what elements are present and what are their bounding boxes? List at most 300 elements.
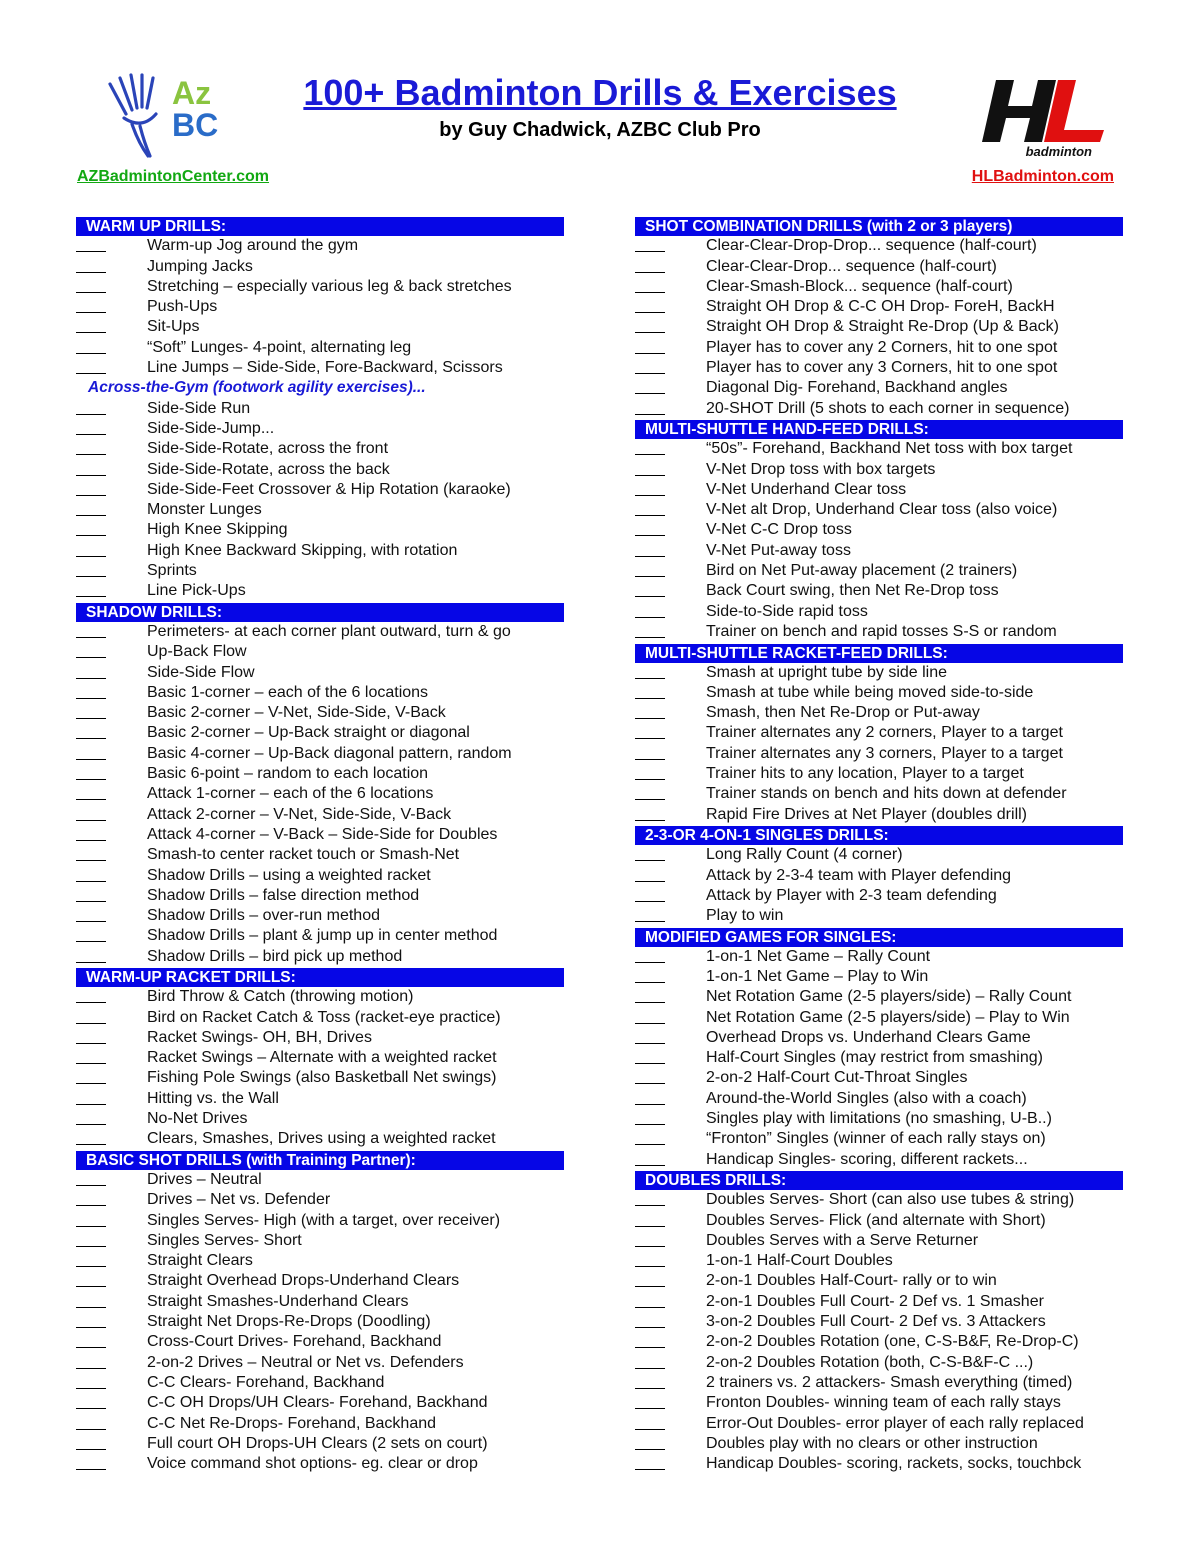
checkbox-blank[interactable] bbox=[635, 272, 665, 273]
drill-label: Stretching – especially various leg & back stretches bbox=[147, 277, 512, 295]
drill-item bbox=[76, 886, 564, 906]
drill-item bbox=[76, 1434, 564, 1454]
checkbox-blank[interactable] bbox=[76, 1205, 106, 1206]
checkbox-blank[interactable] bbox=[635, 881, 665, 882]
checkbox-blank[interactable] bbox=[76, 576, 106, 577]
checkbox-blank[interactable] bbox=[635, 251, 665, 252]
section-header: WARM-UP RACKET DRILLS: bbox=[76, 968, 564, 987]
drill-label: Side-Side-Feet Crossover & Hip Rotation (karaoke) bbox=[147, 480, 511, 498]
drill-label: Sprints bbox=[147, 562, 197, 580]
checkbox-blank[interactable] bbox=[635, 962, 665, 963]
drill-item bbox=[76, 1393, 564, 1413]
checkbox-blank[interactable] bbox=[76, 1104, 106, 1105]
drill-item bbox=[635, 1393, 1123, 1413]
checkbox-blank[interactable] bbox=[635, 1226, 665, 1227]
drill-item bbox=[76, 1251, 564, 1271]
checkbox-blank[interactable] bbox=[635, 1408, 665, 1409]
drill-item bbox=[76, 1190, 564, 1210]
checkbox-blank[interactable] bbox=[635, 1023, 665, 1024]
drill-label: High Knee Backward Skipping, with rotation bbox=[147, 541, 458, 559]
checkbox-blank[interactable] bbox=[635, 312, 665, 313]
checkbox-blank[interactable] bbox=[635, 596, 665, 597]
drill-item bbox=[635, 1312, 1123, 1332]
drill-label: Doubles play with no clears or other instruction bbox=[706, 1434, 1038, 1452]
checkbox-blank[interactable] bbox=[76, 921, 106, 922]
drill-label: Player has to cover any 2 Corners, hit to one spot bbox=[706, 338, 1058, 356]
drill-label: Side-Side Run bbox=[147, 399, 251, 417]
drill-item bbox=[635, 764, 1123, 784]
drill-label: V-Net alt Drop, Underhand Clear toss (also voice) bbox=[706, 501, 1058, 519]
drill-label: High Knee Skipping bbox=[147, 521, 288, 539]
drill-item bbox=[76, 1292, 564, 1312]
drill-label: Jumping Jacks bbox=[147, 257, 253, 275]
drill-item bbox=[76, 622, 564, 642]
checkbox-blank[interactable] bbox=[635, 820, 665, 821]
drill-item bbox=[635, 561, 1123, 581]
drill-label: 3-on-2 Doubles Full Court- 2 Def vs. 3 Attackers bbox=[706, 1313, 1046, 1331]
checkbox-blank[interactable] bbox=[635, 1327, 665, 1328]
drill-item bbox=[76, 1414, 564, 1434]
checkbox-blank[interactable] bbox=[76, 1002, 106, 1003]
checkbox-blank[interactable] bbox=[76, 1023, 106, 1024]
drill-label: Shadow Drills – false direction method bbox=[147, 886, 420, 904]
checkbox-blank[interactable] bbox=[635, 982, 665, 983]
checkbox-blank[interactable] bbox=[635, 637, 665, 638]
drill-label: Clears, Smashes, Drives using a weighted racket bbox=[147, 1130, 496, 1148]
drill-item bbox=[76, 520, 564, 540]
drill-label: Singles play with limitations (no smashing, U-B..) bbox=[706, 1110, 1052, 1128]
drill-label: Trainer stands on bench and hits down at defender bbox=[706, 785, 1067, 803]
checkbox-blank[interactable] bbox=[635, 1144, 665, 1145]
checkbox-blank[interactable] bbox=[635, 353, 665, 354]
drill-label: 2-on-2 Half-Court Cut-Throat Singles bbox=[706, 1069, 968, 1087]
checkbox-blank[interactable] bbox=[635, 393, 665, 394]
checkbox-blank[interactable] bbox=[635, 535, 665, 536]
section-header: MULTI-SHUTTLE HAND-FEED DRILLS: bbox=[635, 420, 1123, 439]
checkbox-blank[interactable] bbox=[635, 860, 665, 861]
drill-label: Shadow Drills – bird pick up method bbox=[147, 947, 403, 965]
checkbox-blank[interactable] bbox=[635, 718, 665, 719]
drill-item bbox=[635, 1373, 1123, 1393]
drill-item bbox=[635, 480, 1123, 500]
checkbox-blank[interactable] bbox=[635, 1347, 665, 1348]
checkbox-blank[interactable] bbox=[76, 272, 106, 273]
drill-label: Attack 1-corner – each of the 6 locations bbox=[147, 785, 434, 803]
drill-item bbox=[635, 723, 1123, 743]
drill-label: Bird on Net Put-away placement (2 trainers) bbox=[706, 562, 1018, 580]
drill-item bbox=[635, 317, 1123, 337]
drill-label: No-Net Drives bbox=[147, 1110, 248, 1128]
drill-item bbox=[76, 1109, 564, 1129]
drill-label: Monster Lunges bbox=[147, 501, 262, 519]
drill-label: Doubles Serves with a Serve Returner bbox=[706, 1231, 979, 1249]
checkbox-blank[interactable] bbox=[76, 1246, 106, 1247]
checkbox-blank[interactable] bbox=[635, 556, 665, 557]
drill-label: Diagonal Dig- Forehand, Backhand angles bbox=[706, 379, 1008, 397]
drill-item bbox=[76, 1048, 564, 1068]
drill-label: Play to win bbox=[706, 907, 784, 925]
checkbox-blank[interactable] bbox=[635, 1043, 665, 1044]
svg-text:BC: BC bbox=[172, 107, 219, 143]
drill-label: Back Court swing, then Net Re-Drop toss bbox=[706, 582, 999, 600]
drill-item bbox=[635, 257, 1123, 277]
checkbox-blank[interactable] bbox=[76, 292, 106, 293]
drill-item bbox=[635, 500, 1123, 520]
drill-label: Shadow Drills – over-run method bbox=[147, 907, 380, 925]
drill-label: Clear-Smash-Block... sequence (half-court) bbox=[706, 277, 1013, 295]
drill-item bbox=[76, 683, 564, 703]
checkbox-blank[interactable] bbox=[76, 1449, 106, 1450]
checkbox-blank[interactable] bbox=[76, 1124, 106, 1125]
checkbox-blank[interactable] bbox=[635, 1205, 665, 1206]
drill-item bbox=[76, 561, 564, 581]
checkbox-blank[interactable] bbox=[635, 1104, 665, 1105]
drill-item bbox=[635, 947, 1123, 967]
checkbox-blank[interactable] bbox=[635, 779, 665, 780]
drill-label: Fishing Pole Swings (also Basketball Net swings) bbox=[147, 1069, 497, 1087]
drill-label: Long Rally Count (4 corner) bbox=[706, 846, 903, 864]
drill-label: 2-on-2 Drives – Neutral or Net vs. Defenders bbox=[147, 1353, 464, 1371]
drill-item bbox=[76, 1271, 564, 1291]
checkbox-blank[interactable] bbox=[635, 1083, 665, 1084]
checkbox-blank[interactable] bbox=[635, 515, 665, 516]
drill-item bbox=[76, 1068, 564, 1088]
checkbox-blank[interactable] bbox=[76, 1429, 106, 1430]
checkbox-blank[interactable] bbox=[76, 799, 106, 800]
checkbox-blank[interactable] bbox=[635, 1307, 665, 1308]
drill-label: Sit-Ups bbox=[147, 318, 200, 336]
checkbox-blank[interactable] bbox=[76, 1185, 106, 1186]
drill-label: Drives – Net vs. Defender bbox=[147, 1191, 331, 1209]
drill-label: Side-Side-Jump... bbox=[147, 419, 275, 437]
drill-label: V-Net Drop toss with box targets bbox=[706, 460, 936, 478]
drill-label: Side-Side-Rotate, across the front bbox=[147, 440, 389, 458]
drill-item bbox=[76, 338, 564, 358]
drill-label: Push-Ups bbox=[147, 298, 218, 316]
drill-label: Around-the-World Singles (also with a coach) bbox=[706, 1089, 1027, 1107]
drill-label: Clear-Clear-Drop... sequence (half-court) bbox=[706, 257, 997, 275]
drill-item bbox=[76, 926, 564, 946]
drill-label: 1-on-1 Half-Court Doubles bbox=[706, 1252, 893, 1270]
checkbox-blank[interactable] bbox=[635, 738, 665, 739]
checkbox-blank[interactable] bbox=[76, 535, 106, 536]
checkbox-blank[interactable] bbox=[76, 1144, 106, 1145]
checkbox-blank[interactable] bbox=[635, 1246, 665, 1247]
drill-item bbox=[76, 805, 564, 825]
checkbox-blank[interactable] bbox=[76, 657, 106, 658]
drill-item bbox=[76, 257, 564, 277]
drill-item bbox=[635, 1434, 1123, 1454]
checkbox-blank[interactable] bbox=[76, 901, 106, 902]
checkbox-blank[interactable] bbox=[76, 373, 106, 374]
drill-item bbox=[635, 1109, 1123, 1129]
checkbox-blank[interactable] bbox=[76, 738, 106, 739]
drill-label: Straight Smashes-Underhand Clears bbox=[147, 1292, 409, 1310]
checkbox-blank[interactable] bbox=[76, 353, 106, 354]
drill-label: Attack by Player with 2-3 team defending bbox=[706, 886, 997, 904]
drill-item bbox=[635, 1292, 1123, 1312]
checkbox-blank[interactable] bbox=[635, 1469, 665, 1470]
drill-label: Attack by 2-3-4 team with Player defending bbox=[706, 866, 1012, 884]
drill-item bbox=[635, 987, 1123, 1007]
drill-label: Doubles Serves- Flick (and alternate with Short) bbox=[706, 1211, 1046, 1229]
checkbox-blank[interactable] bbox=[635, 576, 665, 577]
drill-label: C-C Clears- Forehand, Backhand bbox=[147, 1373, 385, 1391]
checkbox-blank[interactable] bbox=[76, 1286, 106, 1287]
drill-item bbox=[635, 805, 1123, 825]
drill-item bbox=[635, 906, 1123, 926]
drill-item bbox=[76, 987, 564, 1007]
drill-label: 2-on-2 Doubles Rotation (one, C-S-B&F, Re-Drop-C) bbox=[706, 1333, 1079, 1351]
checkbox-blank[interactable] bbox=[76, 1063, 106, 1064]
drill-item bbox=[635, 1251, 1123, 1271]
drill-label: Cross-Court Drives- Forehand, Backhand bbox=[147, 1333, 442, 1351]
drill-item bbox=[76, 866, 564, 886]
checkbox-blank[interactable] bbox=[635, 617, 665, 618]
drill-item bbox=[76, 581, 564, 601]
drill-item bbox=[635, 663, 1123, 683]
drill-item bbox=[635, 1089, 1123, 1109]
drill-label: Basic 6-point – random to each location bbox=[147, 765, 429, 783]
checkbox-blank[interactable] bbox=[76, 1307, 106, 1308]
drill-label: Error-Out Doubles- error player of each rally replaced bbox=[706, 1414, 1084, 1432]
checkbox-blank[interactable] bbox=[635, 1266, 665, 1267]
drill-label: 2-on-1 Doubles Half-Court- rally or to win bbox=[706, 1272, 997, 1290]
checkbox-blank[interactable] bbox=[635, 759, 665, 760]
drill-item bbox=[635, 520, 1123, 540]
drill-item bbox=[635, 1068, 1123, 1088]
drill-item bbox=[76, 1312, 564, 1332]
drill-label: Basic 2-corner – Up-Back straight or diagonal bbox=[147, 724, 470, 742]
checkbox-blank[interactable] bbox=[635, 1429, 665, 1430]
checkbox-blank[interactable] bbox=[76, 1226, 106, 1227]
checkbox-blank[interactable] bbox=[76, 718, 106, 719]
drill-item bbox=[635, 845, 1123, 865]
hlbadminton-link[interactable]: HLBadminton.com bbox=[971, 168, 1114, 185]
drill-item bbox=[76, 1211, 564, 1231]
drill-label: Rapid Fire Drives at Net Player (doubles drill) bbox=[706, 805, 1027, 823]
checkbox-blank[interactable] bbox=[76, 820, 106, 821]
hl-badminton-logo bbox=[980, 76, 1106, 160]
checkbox-blank[interactable] bbox=[635, 1286, 665, 1287]
checkbox-blank[interactable] bbox=[76, 1347, 106, 1348]
checkbox-blank[interactable] bbox=[635, 454, 665, 455]
checkbox-blank[interactable] bbox=[76, 779, 106, 780]
drill-item bbox=[635, 1190, 1123, 1210]
drill-item bbox=[635, 1048, 1123, 1068]
drill-item bbox=[76, 1129, 564, 1149]
checkbox-blank[interactable] bbox=[635, 1002, 665, 1003]
drill-item bbox=[635, 1231, 1123, 1251]
checkbox-blank[interactable] bbox=[76, 840, 106, 841]
drill-item bbox=[635, 1271, 1123, 1291]
checkbox-blank[interactable] bbox=[635, 1063, 665, 1064]
section-header: MULTI-SHUTTLE RACKET-FEED DRILLS: bbox=[635, 644, 1123, 663]
drill-label: Straight OH Drop & Straight Re-Drop (Up & Back) bbox=[706, 318, 1060, 336]
drill-item bbox=[76, 784, 564, 804]
drill-label: Attack 4-corner – V-Back – Side-Side for Doubles bbox=[147, 825, 498, 843]
left-column bbox=[76, 216, 564, 1474]
checkbox-blank[interactable] bbox=[635, 373, 665, 374]
drill-label: Full court OH Drops-UH Clears (2 sets on court) bbox=[147, 1434, 488, 1452]
section-header: SHOT COMBINATION DRILLS (with 2 or 3 players) bbox=[635, 217, 1123, 236]
drill-label: Bird on Racket Catch & Toss (racket-eye practice) bbox=[147, 1008, 501, 1026]
drill-label: Bird Throw & Catch (throwing motion) bbox=[147, 988, 414, 1006]
checkbox-blank[interactable] bbox=[76, 1469, 106, 1470]
section-header: 2-3-OR 4-ON-1 SINGLES DRILLS: bbox=[635, 826, 1123, 845]
drill-item bbox=[76, 317, 564, 337]
drill-label: Smash, then Net Re-Drop or Put-away bbox=[706, 704, 980, 722]
drill-item bbox=[76, 1231, 564, 1251]
drill-item bbox=[635, 602, 1123, 622]
checkbox-blank[interactable] bbox=[635, 495, 665, 496]
drill-label: Drives – Neutral bbox=[147, 1170, 262, 1188]
drill-item bbox=[76, 1332, 564, 1352]
drill-item bbox=[635, 358, 1123, 378]
drill-label: Racket Swings – Alternate with a weighted racket bbox=[147, 1049, 497, 1067]
checkbox-blank[interactable] bbox=[635, 1388, 665, 1389]
drill-item bbox=[635, 1211, 1123, 1231]
drill-label: Shadow Drills – plant & jump up in center method bbox=[147, 927, 498, 945]
section-header: WARM UP DRILLS: bbox=[76, 217, 564, 236]
drill-label: Net Rotation Game (2-5 players/side) – Play to Win bbox=[706, 1008, 1070, 1026]
drill-item bbox=[76, 947, 564, 967]
checkbox-blank[interactable] bbox=[76, 1368, 106, 1369]
checkbox-blank[interactable] bbox=[76, 860, 106, 861]
drill-item bbox=[635, 399, 1123, 419]
drill-label: Handicap Singles- scoring, different rackets... bbox=[706, 1150, 1028, 1168]
drill-label: V-Net Put-away toss bbox=[706, 541, 851, 559]
drill-item bbox=[76, 399, 564, 419]
checkbox-blank[interactable] bbox=[635, 799, 665, 800]
drill-label: Half-Court Singles (may restrict from smashing) bbox=[706, 1049, 1043, 1067]
checkbox-blank[interactable] bbox=[635, 1368, 665, 1369]
checkbox-blank[interactable] bbox=[76, 1043, 106, 1044]
section-header: MODIFIED GAMES FOR SINGLES: bbox=[635, 928, 1123, 947]
drill-item bbox=[76, 764, 564, 784]
drill-label: 2 trainers vs. 2 attackers- Smash everything (timed) bbox=[706, 1373, 1073, 1391]
checkbox-blank[interactable] bbox=[76, 1388, 106, 1389]
checkbox-blank[interactable] bbox=[635, 414, 665, 415]
drill-item bbox=[635, 338, 1123, 358]
drill-label: Trainer on bench and rapid tosses S-S or random bbox=[706, 622, 1057, 640]
checkbox-blank[interactable] bbox=[635, 921, 665, 922]
drill-label: Handicap Doubles- scoring, rackets, socks, touchbck bbox=[706, 1455, 1082, 1473]
drill-label: Straight Net Drops-Re-Drops (Doodling) bbox=[147, 1313, 431, 1331]
section-subheading: Across-the-Gym (footwork agility exercises)... bbox=[88, 379, 426, 397]
drill-item bbox=[76, 744, 564, 764]
drill-label: Perimeters- at each corner plant outward, turn & go bbox=[147, 622, 511, 640]
checkbox-blank[interactable] bbox=[76, 556, 106, 557]
drill-label: Side-to-Side rapid toss bbox=[706, 602, 868, 620]
checkbox-blank[interactable] bbox=[76, 881, 106, 882]
checkbox-blank[interactable] bbox=[635, 901, 665, 902]
drill-item bbox=[635, 1129, 1123, 1149]
azbadminton-link[interactable]: AZBadmintonCenter.com bbox=[77, 168, 270, 185]
checkbox-blank[interactable] bbox=[635, 698, 665, 699]
checkbox-blank[interactable] bbox=[76, 637, 106, 638]
drill-item bbox=[76, 663, 564, 683]
drill-item bbox=[635, 297, 1123, 317]
drill-item bbox=[635, 744, 1123, 764]
drill-item bbox=[76, 1170, 564, 1190]
drill-item bbox=[635, 1353, 1123, 1373]
drill-item bbox=[635, 784, 1123, 804]
checkbox-blank[interactable] bbox=[76, 1266, 106, 1267]
drill-item bbox=[635, 866, 1123, 886]
drill-label: 2-on-1 Doubles Full Court- 2 Def vs. 1 Smasher bbox=[706, 1292, 1044, 1310]
checkbox-blank[interactable] bbox=[76, 962, 106, 963]
drill-label: V-Net Underhand Clear toss bbox=[706, 480, 907, 498]
checkbox-blank[interactable] bbox=[76, 495, 106, 496]
drill-label: Trainer hits to any location, Player to a target bbox=[706, 765, 1024, 783]
drill-label: Clear-Clear-Drop-Drop... sequence (half-court) bbox=[706, 237, 1037, 255]
drill-label: 2-on-2 Doubles Rotation (both, C-S-B&F-C ...) bbox=[706, 1353, 1034, 1371]
checkbox-blank[interactable] bbox=[76, 596, 106, 597]
drill-label: Side-Side Flow bbox=[147, 663, 255, 681]
drill-item bbox=[635, 541, 1123, 561]
drill-item bbox=[635, 378, 1123, 398]
checkbox-blank[interactable] bbox=[76, 475, 106, 476]
right-column bbox=[635, 216, 1123, 1474]
drill-item bbox=[635, 460, 1123, 480]
drill-item bbox=[635, 967, 1123, 987]
drill-label: C-C Net Re-Drops- Forehand, Backhand bbox=[147, 1414, 437, 1432]
checkbox-blank[interactable] bbox=[76, 1408, 106, 1409]
checkbox-blank[interactable] bbox=[635, 1449, 665, 1450]
drill-label: Trainer alternates any 2 corners, Player to a target bbox=[706, 724, 1063, 742]
checkbox-blank[interactable] bbox=[76, 332, 106, 333]
drill-item bbox=[76, 439, 564, 459]
checkbox-blank[interactable] bbox=[76, 1083, 106, 1084]
drill-item bbox=[635, 1028, 1123, 1048]
checkbox-blank[interactable] bbox=[76, 454, 106, 455]
drill-label: Attack 2-corner – V-Net, Side-Side, V-Back bbox=[147, 805, 452, 823]
drill-item bbox=[76, 460, 564, 480]
drill-item bbox=[635, 1414, 1123, 1434]
drill-label: Net Rotation Game (2-5 players/side) – Rally Count bbox=[706, 988, 1072, 1006]
checkbox-blank[interactable] bbox=[635, 475, 665, 476]
checkbox-blank[interactable] bbox=[76, 678, 106, 679]
drill-label: Racket Swings- OH, BH, Drives bbox=[147, 1028, 372, 1046]
drill-item bbox=[76, 845, 564, 865]
checkbox-blank[interactable] bbox=[635, 292, 665, 293]
drill-label: Smash-to center racket touch or Smash-Net bbox=[147, 846, 460, 864]
checkbox-blank[interactable] bbox=[76, 434, 106, 435]
drill-item bbox=[635, 1454, 1123, 1474]
checkbox-blank[interactable] bbox=[635, 332, 665, 333]
checkbox-blank[interactable] bbox=[76, 941, 106, 942]
checkbox-blank[interactable] bbox=[76, 1327, 106, 1328]
drill-item bbox=[635, 886, 1123, 906]
drill-item bbox=[76, 236, 564, 256]
checkbox-blank[interactable] bbox=[76, 414, 106, 415]
drill-label: Straight Clears bbox=[147, 1252, 253, 1270]
checkbox-blank[interactable] bbox=[76, 515, 106, 516]
checkbox-blank[interactable] bbox=[635, 678, 665, 679]
drill-item bbox=[635, 1332, 1123, 1352]
checkbox-blank[interactable] bbox=[76, 251, 106, 252]
drill-item bbox=[76, 500, 564, 520]
drill-item bbox=[76, 480, 564, 500]
checkbox-blank[interactable] bbox=[76, 698, 106, 699]
checkbox-blank[interactable] bbox=[635, 1124, 665, 1125]
drill-label: C-C OH Drops/UH Clears- Forehand, Backhand bbox=[147, 1394, 488, 1412]
checkbox-blank[interactable] bbox=[76, 759, 106, 760]
checkbox-blank[interactable] bbox=[76, 312, 106, 313]
checkbox-blank[interactable] bbox=[635, 1165, 665, 1166]
drill-label: Warm-up Jog around the gym bbox=[147, 237, 359, 255]
